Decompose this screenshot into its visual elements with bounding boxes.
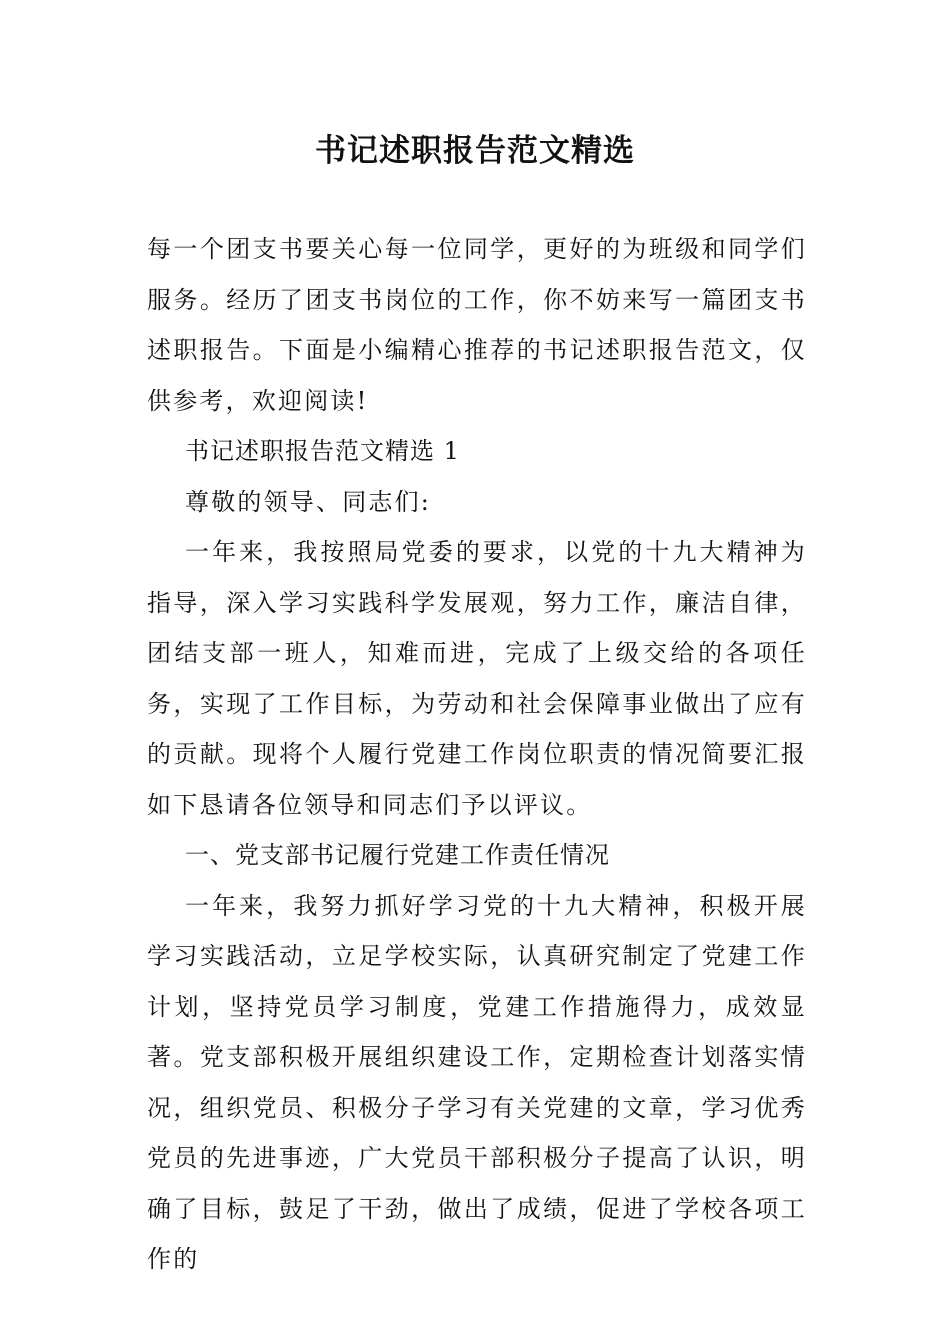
- document-title: 书记述职报告范文精选: [315, 133, 635, 169]
- salutation: 尊敬的领导、同志们:: [185, 487, 432, 516]
- section-heading: 一、党支部书记履行党建工作责任情况: [185, 841, 610, 869]
- body-paragraph: 一年来，我努力抓好学习党的十九大精神，积极开展学习实践活动，立足学校实际，认真研究制定了党建工作计划，坚持党员学习制度，党建工作措施得力，成效显著。党支部积极开展组织建设工作，定期检查计划落实情况，组织党员、积极分子学习有关党建的文章，学习优秀党员的先进事迹，广大党员干部积极分子提高了认识，明确了目标，鼓足了干劲，做出了成绩，促进了学校各项工作的: [147, 891, 807, 1273]
- section-title: 书记述职报告范文精选 1: [185, 437, 460, 465]
- document-body: [147, 224, 807, 1285]
- body-paragraph: 一年来，我按照局党委的要求，以党的十九大精神为指导，深入学习实践科学发展观，努力工作，廉洁自律，团结支部一班人，知难而进，完成了上级交给的各项任务，实现了工作目标，为劳动和社会保障事业做出了应有的贡献。现将个人履行党建工作岗位职责的情况简要汇报如下恳请各位领导和同志们予以评议。: [147, 538, 807, 819]
- intro-paragraph: 每一个团支书要关心每一位同学，更好的为班级和同学们服务。经历了团支书岗位的工作，你不妨来写一篇团支书述职报告。下面是小编精心推荐的书记述职报告范文，仅供参考，欢迎阅读!: [147, 235, 807, 415]
